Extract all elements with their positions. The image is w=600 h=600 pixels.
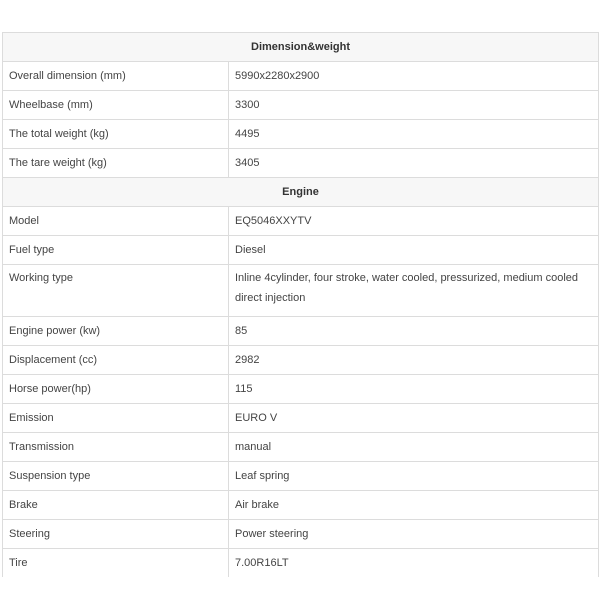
row-label: Model <box>3 207 229 236</box>
spec-table-container <box>2 32 598 577</box>
table-row <box>3 346 599 375</box>
table-row <box>3 491 599 520</box>
row-value: 85 <box>229 317 599 346</box>
row-value: 4495 <box>229 120 599 149</box>
table-row <box>3 149 599 178</box>
row-label: Tire <box>3 549 229 578</box>
table-row <box>3 549 599 578</box>
row-label: The tare weight (kg) <box>3 149 229 178</box>
table-row <box>3 120 599 149</box>
row-value: Leaf spring <box>229 462 599 491</box>
table-row <box>3 265 599 317</box>
table-row <box>3 207 599 236</box>
row-value: 2982 <box>229 346 599 375</box>
table-row <box>3 520 599 549</box>
row-label: Suspension type <box>3 462 229 491</box>
row-label: Wheelbase (mm) <box>3 91 229 120</box>
row-label: Horse power(hp) <box>3 375 229 404</box>
row-label: Fuel type <box>3 236 229 265</box>
row-label: Displacement (cc) <box>3 346 229 375</box>
table-row <box>3 62 599 91</box>
row-label: Transmission <box>3 433 229 462</box>
table-row <box>3 91 599 120</box>
row-label: Brake <box>3 491 229 520</box>
section-title: Engine <box>3 178 599 207</box>
row-value: 3300 <box>229 91 599 120</box>
row-value: 7.00R16LT <box>229 549 599 578</box>
row-value: 3405 <box>229 149 599 178</box>
table-row <box>3 404 599 433</box>
row-label: The total weight (kg) <box>3 120 229 149</box>
table-row <box>3 317 599 346</box>
section-header-dimension <box>3 33 599 62</box>
row-label: Overall dimension (mm) <box>3 62 229 91</box>
row-label: Working type <box>3 265 229 317</box>
section-title: Dimension&weight <box>3 33 599 62</box>
row-value: 115 <box>229 375 599 404</box>
row-value: EQ5046XXYTV <box>229 207 599 236</box>
table-row <box>3 236 599 265</box>
table-row <box>3 462 599 491</box>
row-value: manual <box>229 433 599 462</box>
table-row <box>3 433 599 462</box>
row-value: 5990x2280x2900 <box>229 62 599 91</box>
row-label: Emission <box>3 404 229 433</box>
spec-table <box>2 32 599 577</box>
row-value: EURO V <box>229 404 599 433</box>
row-value: Diesel <box>229 236 599 265</box>
table-row <box>3 375 599 404</box>
row-value: Inline 4cylinder, four stroke, water cooled, pressurized, medium cooled direct injection <box>229 265 599 317</box>
row-value: Power steering <box>229 520 599 549</box>
section-header-engine <box>3 178 599 207</box>
row-label: Engine power (kw) <box>3 317 229 346</box>
row-value: Air brake <box>229 491 599 520</box>
row-label: Steering <box>3 520 229 549</box>
